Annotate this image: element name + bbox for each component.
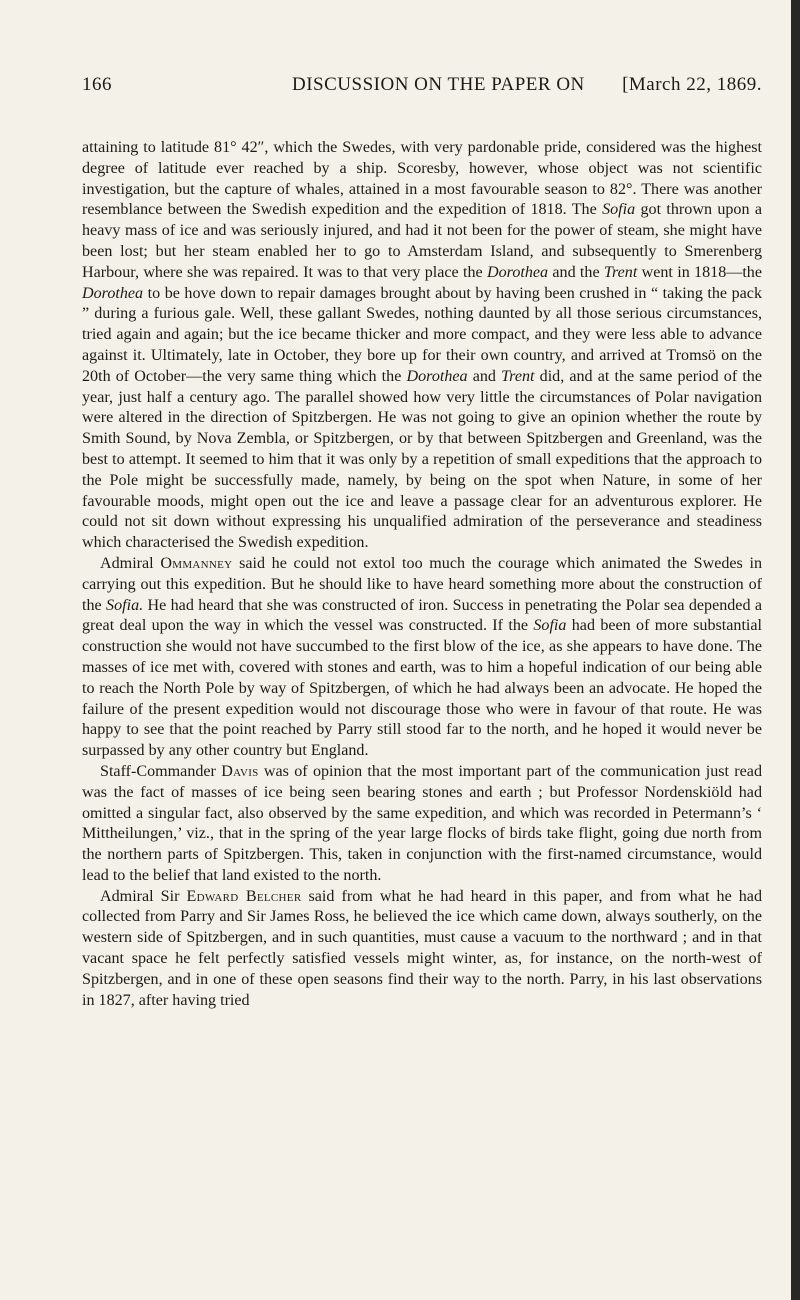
book-page [82, 0, 762, 1300]
text-run: went in 1818—the [637, 263, 762, 281]
text-run: got thrown upon a heavy mass of ice and was seriously injured, and had it not been for the power of steam, she might have been lost; but her steam enabled her to go to Amsterdam Island, and subsequently to Smerenberg Harbour, where she was repaired. It was to that very place the [82, 201, 762, 281]
running-header [82, 74, 762, 100]
paragraph-1 [82, 138, 762, 554]
italic-text: Trent [603, 263, 638, 281]
page-number: 166 [82, 74, 112, 95]
body-text [82, 138, 762, 1011]
text-run: He had heard that she was constructed of iron. Success in penetrating the Polar sea depended a great deal upon the way in which the vessel was constructed. If the [82, 596, 762, 635]
italic-text: Sofia [602, 201, 636, 219]
italic-text: Trent [501, 367, 535, 385]
italic-text: Sofia. [106, 596, 144, 614]
text-run: did, and at the same period of the year, just half a century ago. The parallel showed how very little the circumstances of Polar navigation were altered in the direction of Spitzbergen. He was not going to give an opinion whether the route by Smith Sound, by Nova Zembla, or Spitzbergen, or by that between Spitzbergen and Greenland, was the best to attempt. It seemed to him that it was only by a repetition of small expeditions that the approach to the Pole might be successfully made, namely, by being on the spot when Nature, in some of her favourable moods, might open out the ice and leave a passage clear for an adventurous explorer. He could not sit down without expressing his unqualified admiration of the perseverance and steadiness which characterised the Swedish expedition. [82, 367, 762, 552]
text-run: Staff-Commander [100, 762, 222, 780]
text-run: Admiral [100, 554, 161, 572]
paragraph-4 [82, 887, 762, 1012]
speaker-name: Ommanney [160, 554, 233, 572]
paragraph-2 [82, 554, 762, 762]
text-run: said from what he had heard in this paper, and from what he had collected from Parry and Sir James Ross, he believed the ice which came down, always southerly, on the western side of Spitzbergen, and in such quantities, must cause a vacuum to the northward ; and in that vacant space he felt perfectly satisfied vessels might winter, as, for instance, on the north-west of Spitzbergen, and in one of these open seasons find their way to the north. Parry, in his last observations in 1827, after having tried [82, 887, 763, 1009]
text-run: and [467, 367, 502, 385]
page-edge-shadow [791, 0, 800, 1300]
italic-text: Sofia [533, 617, 567, 635]
text-run: was of opinion that the most important part of the communication just read was the fact of masses of ice being seen bearing stones and earth ; but Professor Nordenskiöld had omitted a singular fact, also observed by the same expedition, and which was recorded in Petermann’s ‘ Mittheilungen,’ viz., that in the spring of the year large flocks of birds take flight, going due north from the northern parts of Spitzbergen. This, taken in conjunction with the first-named circumstance, would lead to the belief that land existed to the north. [82, 762, 762, 884]
text-run: said he could not extol too much the courage which animated the Swedes in carrying out this expedition. But he should like to have heard something more about the construction of the [82, 554, 762, 614]
italic-text: Dorothea [486, 263, 549, 281]
text-run: to be hove down to repair damages brought about by having been crushed in “ taking the pack ” during a furious gale. Well, these gallant Swedes, nothing daunted by all those serious circumstances, tried again and again; but the ice became thicker and more compact, and they were less able to advance against it. Ultimately, late in October, they bore up for their own country, and arrived at Tromsö on the 20th of October—the very same thing which the [82, 284, 762, 385]
paragraph-3 [82, 762, 762, 887]
text-run: attaining to latitude 81° 42″, which the Swedes, with very pardonable pride, considered was the highest degree of latitude ever reached by a ship. Scoresby, however, whose object was not scientific investigation, but the capture of whales, attained in a most favourable season to 82°. There was another resemblance between the Swedish expedition and the expedition of 1818. The [82, 139, 762, 219]
italic-text: Dorothea [82, 284, 144, 302]
speaker-name: Edward Belcher [186, 887, 302, 905]
italic-text: Dorothea [406, 367, 468, 385]
speaker-name: Davis [221, 762, 259, 780]
text-run: and the [548, 263, 604, 281]
text-run: Admiral Sir [100, 887, 187, 905]
header-date: [March 22, 1869. [622, 74, 762, 95]
text-run: had been of more substantial construction she would not have succumbed to the first blow of the ice, as she appears to have done. The masses of ice met with, covered with stones and earth, was to him a hopeful indication of our being able to reach the North Pole by way of Spitzbergen, of which he had always been an advocate. He hoped the failure of the present expedition would not discourage those who were in favour of that route. He was happy to see that the point reached by Parry still stood far to the north, and he hoped it would never be surpassed by any other country but England. [82, 617, 763, 760]
running-title: DISCUSSION ON THE PAPER ON [292, 74, 585, 95]
